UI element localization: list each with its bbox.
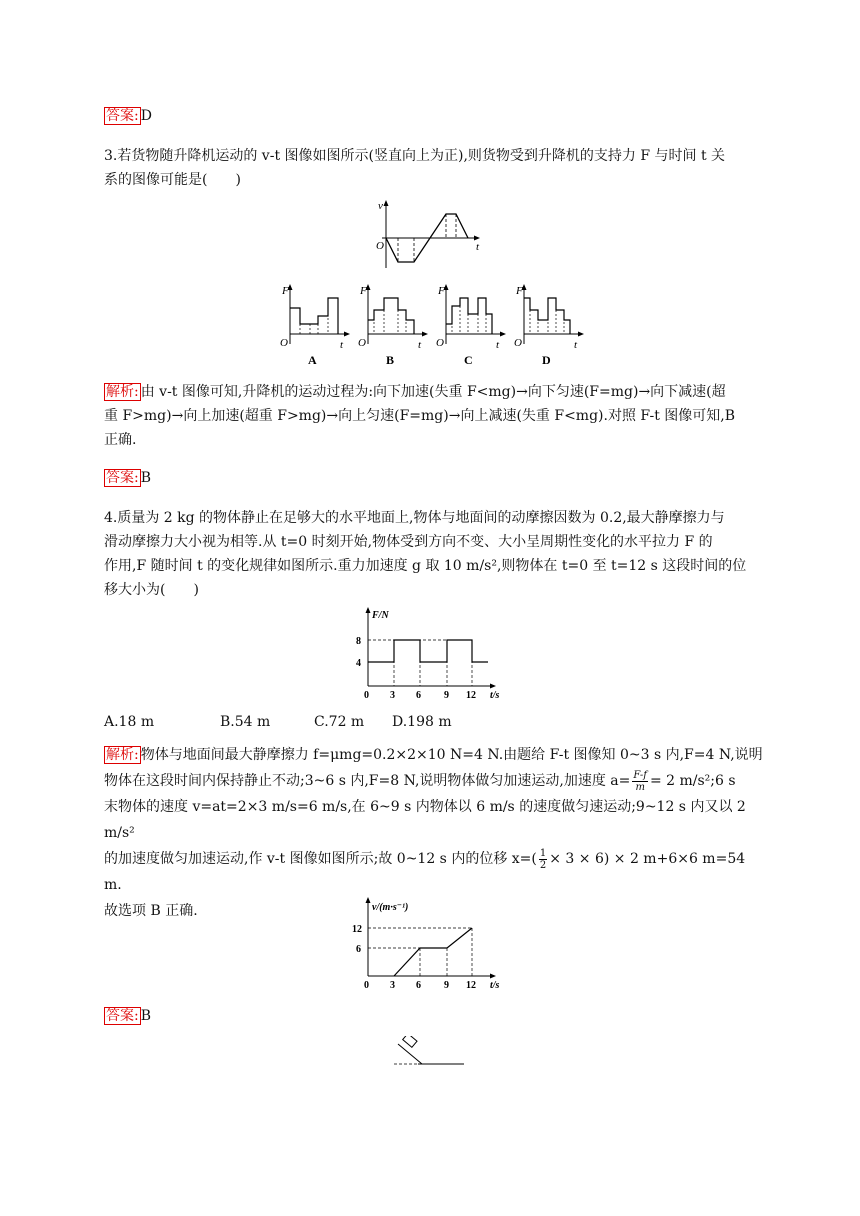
q3-ft-options-figure bbox=[276, 284, 588, 370]
q3-text-line2: 系的图像可能是( ) bbox=[104, 172, 241, 188]
q3-ft-option-a bbox=[280, 284, 350, 367]
q4-ft-xtick-12: 12 bbox=[466, 690, 476, 701]
q4-vt-xtick-6: 6 bbox=[416, 980, 421, 991]
q3-ft-a-F: F bbox=[282, 285, 289, 297]
q4-option-d[interactable]: D.198 m bbox=[392, 714, 452, 730]
q4-ft-xtick-9: 9 bbox=[444, 690, 449, 701]
q4-ft-xtick-3: 3 bbox=[390, 690, 395, 701]
q4-vt-xtick-0: 0 bbox=[364, 980, 369, 991]
q3-option-d-label: D bbox=[542, 353, 551, 367]
q4-ft-xtick-6: 6 bbox=[416, 690, 421, 701]
q4-analysis-line2b: = 2 m/s²;6 s bbox=[649, 773, 736, 789]
q4-vt-ytick-6: 6 bbox=[356, 944, 361, 955]
answer-value: D bbox=[140, 108, 152, 124]
q4-vt-xlabel: t/s bbox=[490, 980, 500, 991]
q3-ft-option-d bbox=[514, 284, 584, 367]
q3-ft-d-t: t bbox=[574, 339, 578, 351]
q3-vt-origin: O bbox=[376, 240, 384, 252]
q3-ft-a-O: O bbox=[280, 337, 288, 349]
q3-analysis-line2: 重 F>mg)→向上加速(超重 F>mg)→向上匀速(F=mg)→向上减速(失重 F<mg).对照 F-t 图像可知,B bbox=[104, 408, 736, 424]
q3-option-a-label: A bbox=[308, 353, 317, 367]
q4-answer bbox=[104, 1004, 764, 1028]
q4-ft-xlabel: t/s bbox=[490, 690, 500, 701]
q3-ft-d-F: F bbox=[516, 285, 523, 297]
q4-answer-value: B bbox=[140, 1008, 152, 1024]
q4-analysis-line5: 故选项 B 正确. bbox=[104, 903, 198, 919]
q4-vt-xtick-12: 12 bbox=[466, 980, 476, 991]
q4-half-num: 1 bbox=[539, 847, 547, 859]
q4-accel-fraction bbox=[632, 770, 648, 793]
q3-ft-option-b bbox=[358, 284, 428, 367]
q4-option-a[interactable]: A.18 m bbox=[104, 714, 155, 730]
question-4 bbox=[104, 506, 764, 602]
answer-tag: 答案: bbox=[106, 470, 139, 486]
analysis-tag: 解析: bbox=[106, 384, 139, 400]
q3-ft-b-O: O bbox=[358, 337, 366, 349]
answer-tag: 答案: bbox=[106, 1008, 139, 1024]
q3-text-line1: 3.若货物随升降机运动的 v-t 图像如图所示(竖直向上为正),则货物受到升降机的支持力 F 与时间 t 关 bbox=[104, 148, 726, 164]
q3-ft-c-O: O bbox=[436, 337, 444, 349]
q4-ft-ylabel: F/N bbox=[372, 610, 389, 621]
q4-vt-ytick-12: 12 bbox=[352, 924, 362, 935]
q4-text-line1: 4.质量为 2 kg 的物体静止在足够大的水平地面上,物体与地面间的动摩擦因数为 0.2,最大静摩擦力与 bbox=[104, 510, 725, 526]
q3-ft-b-F: F bbox=[360, 285, 367, 297]
q3-vt-axis-t: t bbox=[476, 241, 480, 253]
q4-option-b[interactable]: B.54 m bbox=[220, 714, 271, 730]
q4-options bbox=[104, 714, 704, 730]
q4-text-line2: 滑动摩擦力大小视为相等.从 t=0 时刻开始,物体受到方向不变、大小呈周期性变化的水平拉力 F 的 bbox=[104, 534, 713, 550]
q4-analysis-line2a: 物体在这段时间内保持静止不动;3~6 s 内,F=8 N,说明物体做匀加速运动,加速度 a= bbox=[104, 773, 631, 789]
answer-line-1 bbox=[104, 104, 764, 128]
q3-ft-c-t: t bbox=[496, 339, 500, 351]
q3-analysis bbox=[104, 380, 764, 452]
q4-option-c[interactable]: C.72 m bbox=[314, 714, 365, 730]
q4-half-den: 2 bbox=[539, 859, 547, 871]
q3-ft-d-O: O bbox=[514, 337, 522, 349]
q4-ft-ytick-8: 8 bbox=[356, 636, 361, 647]
q3-answer-value: B bbox=[140, 470, 152, 486]
incline-figure bbox=[390, 1036, 470, 1070]
q4-ft-figure bbox=[352, 606, 512, 702]
analysis-tag: 解析: bbox=[106, 747, 139, 763]
q4-frac-num: F-f bbox=[633, 769, 647, 781]
q4-ft-xtick-0: 0 bbox=[364, 690, 369, 701]
q3-option-c-label: C bbox=[464, 353, 473, 367]
q4-vt-line bbox=[394, 928, 472, 976]
q4-half-fraction bbox=[539, 848, 547, 871]
q3-ft-c-F: F bbox=[438, 285, 445, 297]
q4-text-line4: 移大小为( ) bbox=[104, 582, 199, 598]
q3-answer bbox=[104, 466, 764, 490]
q4-vt-ylabel: v/(m·s⁻¹) bbox=[372, 902, 409, 913]
q4-analysis-line4a: 的加速度做匀加速运动,作 v-t 图像如图所示;故 0~12 s 内的位移 x=( bbox=[104, 851, 537, 867]
q4-vt-figure bbox=[352, 896, 512, 992]
q3-vt-axis-v: v bbox=[378, 200, 383, 212]
q3-ft-a-t: t bbox=[340, 339, 344, 351]
q4-analysis-line4b: × 3 × 6) × 2 m+6×6 m=54 m. bbox=[104, 851, 746, 893]
q4-ft-ytick-4: 4 bbox=[356, 658, 361, 669]
q3-option-b-label: B bbox=[386, 353, 395, 367]
q3-ft-option-c bbox=[436, 284, 506, 367]
q4-ft-line bbox=[368, 640, 488, 662]
q4-vt-xtick-3: 3 bbox=[390, 980, 395, 991]
q4-analysis-line3: 末物体的速度 v=at=2×3 m/s=6 m/s,在 6~9 s 内物体以 6 m/s 的速度做匀速运动;9~12 s 内又以 2 m/s² bbox=[104, 799, 746, 841]
q4-analysis-line1: 物体与地面间最大静摩擦力 f=μmg=0.2×2×10 N=4 N.由题给 F-t 图像知 0~3 s 内,F=4 N,说明 bbox=[140, 747, 763, 763]
answer-tag: 答案: bbox=[106, 108, 139, 124]
q3-ft-b-t: t bbox=[418, 339, 422, 351]
q3-analysis-line3: 正确. bbox=[104, 432, 137, 448]
q4-vt-xtick-9: 9 bbox=[444, 980, 449, 991]
q3-vt-figure bbox=[372, 200, 484, 272]
incline-block bbox=[403, 1036, 417, 1047]
q4-frac-den: m bbox=[635, 781, 645, 793]
question-3 bbox=[104, 144, 764, 192]
q4-text-line3: 作用,F 随时间 t 的变化规律如图所示.重力加速度 g 取 10 m/s²,则物体在 t=0 至 t=12 s 这段时间的位 bbox=[104, 558, 747, 574]
q3-analysis-line1: 由 v-t 图像可知,升降机的运动过程为:向下加速(失重 F<mg)→向下匀速(F=mg)→向下减速(超 bbox=[140, 384, 726, 400]
